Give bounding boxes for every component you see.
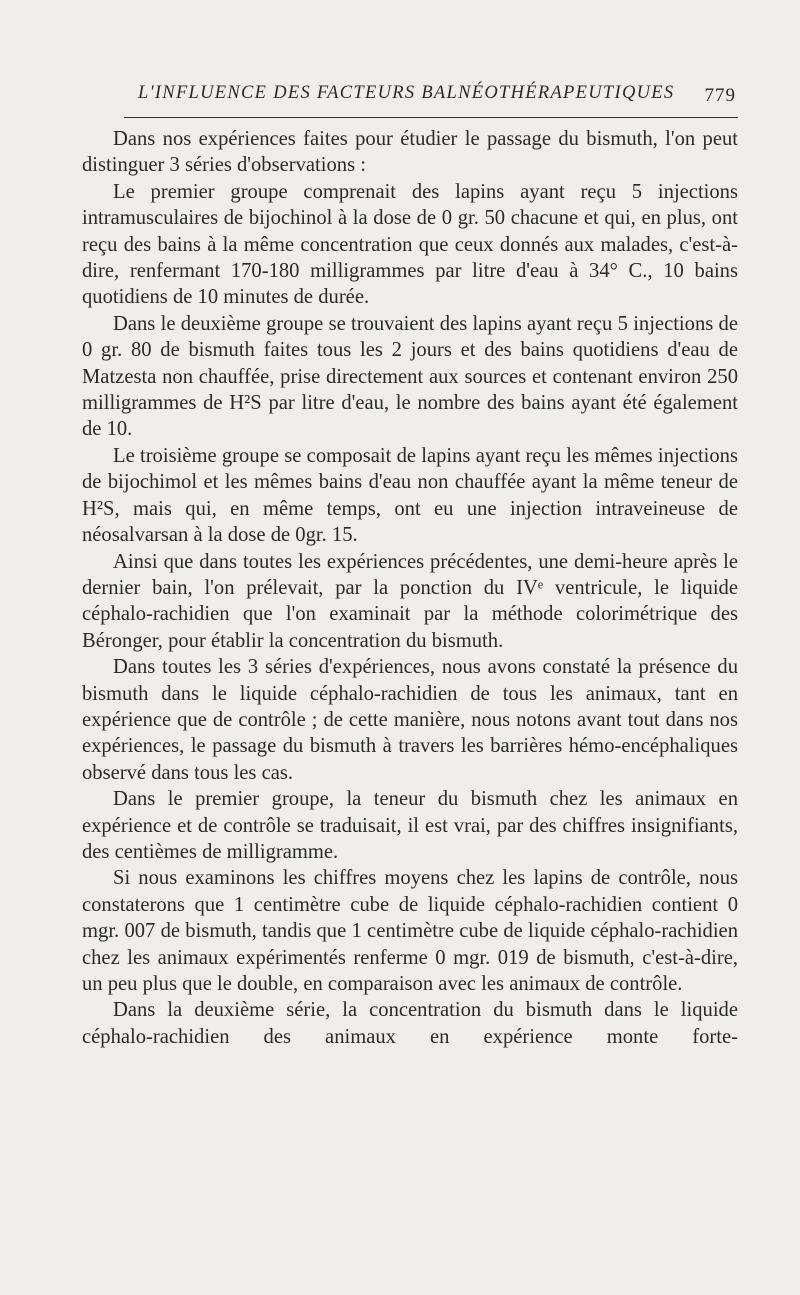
paragraph: Dans le premier groupe, la teneur du bismuth chez les animaux en expérience et de contrôle se traduisait, il est vrai, par des chiffres insignifiants, des centièmes de milligramme. bbox=[82, 788, 738, 863]
header-rule bbox=[124, 117, 738, 118]
page-header bbox=[118, 83, 738, 115]
running-title: L'INFLUENCE DES FACTEURS BALNÉOTHÉRAPEUTIQUES bbox=[138, 83, 675, 103]
body-text bbox=[82, 126, 738, 1050]
paragraph: Dans nos expériences faites pour étudier le passage du bismuth, l'on peut distinguer 3 séries d'observations : bbox=[82, 128, 738, 177]
paragraph: Dans la deuxième série, la concentration du bismuth dans le liquide céphalo-rachidien des animaux en expérience monte forte- bbox=[82, 999, 738, 1048]
paragraph: Le troisième groupe se composait de lapins ayant reçu les mêmes injections de bijochimol et les mêmes bains d'eau non chauffée ayant la même teneur de H²S, mais qui, en même temps, ont eu une injection intraveineuse de néosalvarsan à la dose de 0gr. 15. bbox=[82, 444, 738, 547]
page-number: 779 bbox=[704, 85, 736, 106]
paragraph: Si nous examinons les chiffres moyens chez les lapins de contrôle, nous constaterons que 1 centimètre cube de liquide céphalo-rachidien contient 0 mgr. 007 de bismuth, tandis que 1 centimètre cube de liquide céphalo-rachidien chez les animaux expérimentés renferme 0 mgr. 019 de bismuth, c'est-à-dire, un peu plus que le double, en comparaison avec les animaux de contrôle. bbox=[82, 867, 738, 995]
paragraph: Dans le deuxième groupe se trouvaient des lapins ayant reçu 5 injections de 0 gr. 80 de bismuth faites tous les 2 jours et des bains quotidiens d'eau de Matzesta non chauffée, prise directement aux sources et contenant environ 250 milligrammes de H²S par litre d'eau, le nombre des bains ayant été également de 10. bbox=[82, 312, 738, 441]
paragraph: Ainsi que dans toutes les expériences précédentes, une demi-heure après le dernier bain, l'on prélevait, par la ponction du IVᵉ ventricule, le liquide céphalo-rachidien que l'on examinait par la méthode colorimétrique des Béronger, pour établir la concentration du bismuth. bbox=[82, 550, 738, 652]
paragraph: Dans toutes les 3 séries d'expériences, nous avons constaté la présence du bismuth dans le liquide céphalo-rachidien de tous les animaux, tant en expérience que de contrôle ; de cette manière, nous notons avant tout dans nos expériences, le passage du bismuth à travers les barrières hémo-encéphaliques observé dans tous les cas. bbox=[82, 656, 738, 784]
paragraph: Le premier groupe comprenait des lapins ayant reçu 5 injections intramusculaires de bijochinol à la dose de 0 gr. 50 chacune et qui, en plus, ont reçu des bains à la même concentration que ceux donnés aux malades, c'est-à-dire, renfermant 170-180 milligrammes par litre d'eau à 34° C., 10 bains quotidiens de 10 minutes de durée. bbox=[82, 180, 738, 309]
